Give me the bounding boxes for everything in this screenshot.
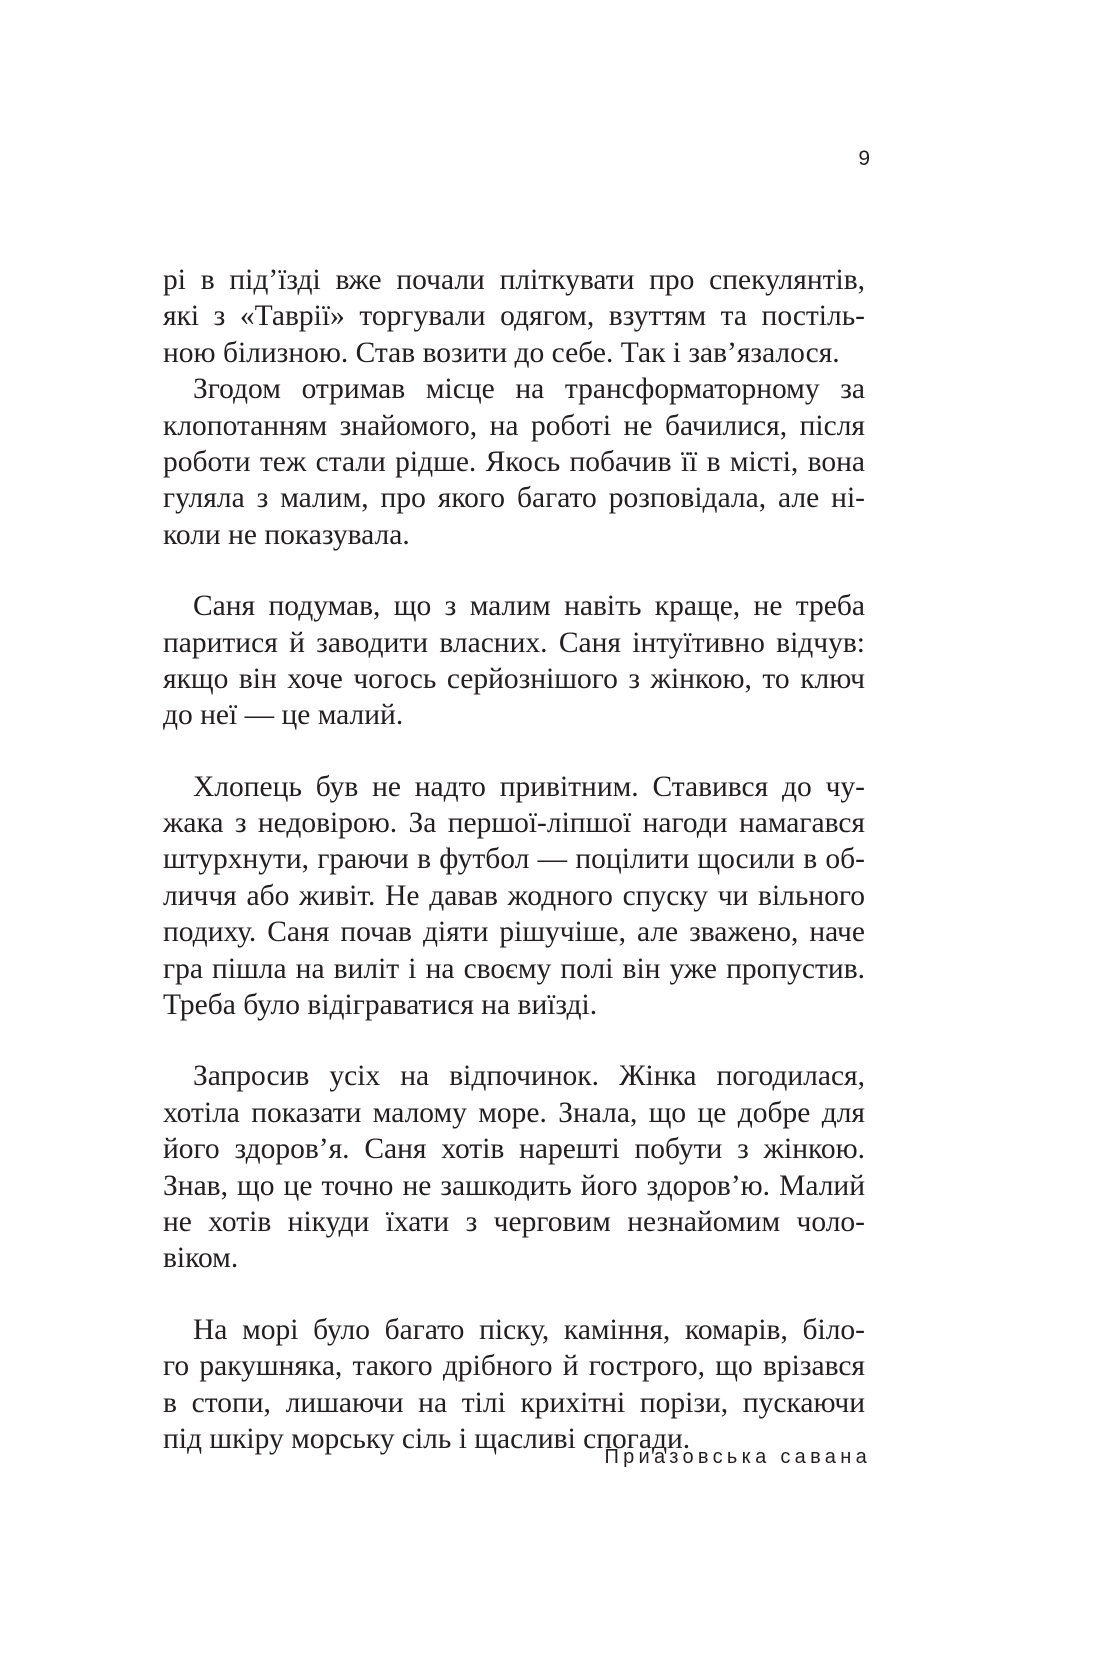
paragraph-gap (163, 1023, 865, 1058)
text-line: паритися й заводити власних. Саня інтуїтивно відчув: (163, 626, 865, 659)
paragraph-gap (163, 734, 865, 769)
text-line: Знав, що це точно не зашкодить його здоров’ю. Малий (163, 1169, 865, 1202)
paragraph (163, 262, 865, 371)
text-line: Запросив усіх на відпочинок. Жінка погодилася, (193, 1060, 865, 1093)
text-line: в стопи, лишаючи на тілі крихітні порізи, пускаючи (163, 1386, 865, 1419)
text-line: його здоров’я. Саня хотів нарешті побути з жінкою. (163, 1133, 865, 1166)
text-line: жака з недовірою. За першої-ліпшої нагоди намагався (163, 807, 865, 840)
paragraph (163, 371, 865, 553)
text-line: хотіла показати малому море. Знала, що це добре для (163, 1096, 865, 1129)
paragraph (163, 1058, 865, 1276)
running-footer-title: Приазовська савана (604, 1446, 871, 1468)
page-number: 9 (858, 147, 870, 170)
text-line: личчя або живіт. Не давав жодного спуску чи вільного (163, 879, 865, 912)
text-line: гуляла з малим, про якого багато розповідала, але ні- (163, 482, 865, 515)
text-line: під шкіру морську сіль і щасливі спогади. (163, 1422, 691, 1455)
text-line: рі в під’їзді вже почали пліткувати про спекулянтів, (163, 264, 865, 296)
text-line: якщо він хоче чогось серйознішого з жінкою, то ключ (163, 662, 865, 695)
text-line: Треба було відіграватися на виїзді. (163, 989, 598, 1022)
paragraph (163, 1312, 865, 1458)
text-line: не хотів нікуди їхати з черговим незнайомим чоло- (163, 1205, 865, 1238)
text-line: ною білизною. Став возити до себе. Так і зав’язалося. (163, 336, 840, 369)
body-text (163, 262, 865, 1457)
text-line: коли не показувала. (163, 518, 410, 551)
text-line: роботи теж стали рідше. Якось побачив її в місті, вона (163, 445, 865, 478)
text-line: Хлопець був не надто привітним. Ставився до чу- (193, 770, 865, 803)
text-line: віком. (163, 1242, 239, 1275)
text-line: подиху. Саня почав діяти рішучіше, але зважено, наче (163, 916, 865, 949)
text-line: гра пішла на виліт і на своєму полі він уже пропустив. (163, 952, 865, 985)
text-line: Саня подумав, що з малим навіть краще, не треба (193, 590, 865, 623)
paragraph-gap (163, 553, 865, 588)
text-line: На морі було багато піску, каміння, комарів, біло- (193, 1313, 865, 1346)
text-line: які з «Таврії» торгували одягом, взуттям та постіль- (163, 300, 865, 333)
text-line: Згодом отримав місце на трансформаторному за (193, 373, 865, 406)
text-line: штурхнути, граючи в футбол — поцілити щосили в об- (163, 843, 865, 876)
paragraph (163, 588, 865, 734)
paragraph (163, 769, 865, 1024)
text-line: го ракушняка, такого дрібного й гострого, що врізався (163, 1350, 865, 1383)
text-line: клопотанням знайомого, на роботі не бачилися, після (163, 409, 865, 442)
paragraph-gap (163, 1277, 865, 1312)
text-line: до неї — це малий. (163, 699, 404, 732)
